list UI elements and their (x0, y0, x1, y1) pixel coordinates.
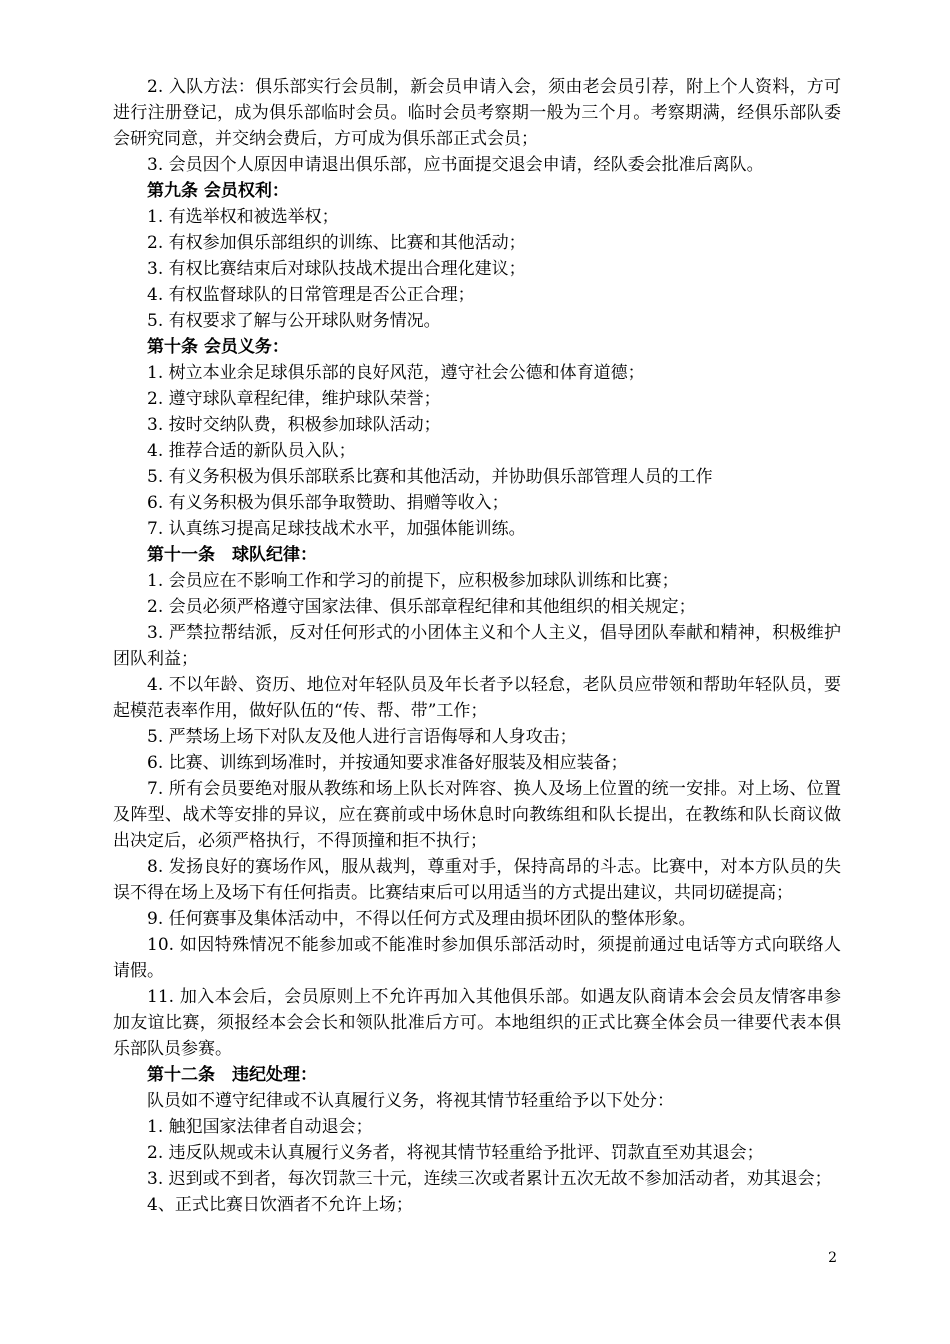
paragraph: 4. 不以年龄、资历、地位对年轻队员及年长者予以轻怠，老队员应带领和帮助年轻队员，要起模范表率作用，做好队伍的“传、帮、带”工作； (113, 675, 841, 721)
paragraph: 6. 有义务积极为俱乐部争取赞助、捐赠等收入； (147, 493, 509, 513)
paragraph: 2. 有权参加俱乐部组织的训练、比赛和其他活动； (147, 233, 526, 253)
paragraph: 6. 比赛、训练到场准时，并按通知要求准备好服装及相应装备； (147, 753, 628, 773)
paragraph: 1. 树立本业余足球俱乐部的良好风范，遵守社会公德和体育道德； (147, 363, 645, 383)
paragraph: 队员如不遵守纪律或不认真履行义务，将视其情节轻重给予以下处分： (147, 1091, 674, 1111)
paragraph: 5. 有权要求了解与公开球队财务情况。 (147, 311, 441, 331)
paragraph: 9. 任何赛事及集体活动中，不得以任何方式及理由损坏团队的整体形象。 (147, 909, 696, 929)
paragraph: 5. 严禁场上场下对队友及他人进行言语侮辱和人身攻击； (147, 727, 577, 747)
paragraph: 2. 会员必须严格遵守国家法律、俱乐部章程纪律和其他组织的相关规定； (147, 597, 696, 617)
page-number: 2 (828, 1250, 837, 1266)
paragraph: 4、正式比赛日饮酒者不允许上场； (147, 1195, 413, 1215)
paragraph: 1. 会员应在不影响工作和学习的前提下，应积极参加球队训练和比赛； (147, 571, 679, 591)
paragraph: 3. 迟到或不到者，每次罚款三十元，连续三次或者累计五次无故不参加活动者，劝其退会； (147, 1169, 832, 1189)
section-heading: 第十条 会员义务： (147, 337, 289, 357)
paragraph: 3. 会员因个人原因申请退出俱乐部，应书面提交退会申请，经队委会批准后离队。 (147, 155, 764, 175)
paragraph: 7. 认真练习提高足球技战术水平，加强体能训练。 (147, 519, 526, 539)
paragraph: 5. 有义务积极为俱乐部联系比赛和其他活动，并协助俱乐部管理人员的工作 (147, 467, 713, 487)
paragraph: 3. 有权比赛结束后对球队技战术提出合理化建议； (147, 259, 526, 279)
paragraph: 11. 加入本会后，会员原则上不允许再加入其他俱乐部。如遇友队商请本会会员友情客串参加友谊比赛，须报经本会会长和领队批准后方可。本地组织的正式比赛全体会员一律要代表本俱乐部队员参赛。 (113, 987, 841, 1059)
section-heading: 第十一条 球队纪律： (147, 545, 317, 565)
section-heading: 第九条 会员权利： (147, 181, 289, 201)
paragraph: 2. 遵守球队章程纪律，维护球队荣誉； (147, 389, 441, 409)
paragraph: 1. 有选举权和被选举权； (147, 207, 339, 227)
paragraph: 4. 推荐合适的新队员入队； (147, 441, 356, 461)
paragraph: 3. 按时交纳队费，积极参加球队活动； (147, 415, 441, 435)
document-body (113, 74, 841, 1218)
paragraph: 8. 发扬良好的赛场作风，服从裁判，尊重对手，保持高昂的斗志。比赛中，对本方队员的失误不得在场上及场下有任何指责。比赛结束后可以用适当的方式提出建议，共同切磋提高； (113, 857, 841, 903)
paragraph: 4. 有权监督球队的日常管理是否公正合理； (147, 285, 475, 305)
paragraph: 2. 入队方法：俱乐部实行会员制，新会员申请入会，须由老会员引荐，附上个人资料，方可进行注册登记，成为俱乐部临时会员。临时会员考察期一般为三个月。考察期满，经俱乐部队委会研究同意，并交纳会费后，方可成为俱乐部正式会员； (113, 77, 841, 149)
paragraph: 10. 如因特殊情况不能参加或不能准时参加俱乐部活动时，须提前通过电话等方式向联络人请假。 (113, 935, 841, 981)
paragraph: 3. 严禁拉帮结派，反对任何形式的小团体主义和个人主义，倡导团队奉献和精神，积极维护团队利益； (113, 623, 841, 669)
paragraph: 2. 违反队规或未认真履行义务者，将视其情节轻重给予批评、罚款直至劝其退会； (147, 1143, 764, 1163)
section-heading: 第十二条 违纪处理： (147, 1065, 317, 1085)
paragraph: 7. 所有会员要绝对服从教练和场上队长对阵容、换人及场上位置的统一安排。对上场、位置及阵型、战术等安排的异议，应在赛前或中场休息时向教练组和队长提出，在教练和队长商议做出决定后，必须严格执行，不得顶撞和拒不执行； (113, 779, 841, 851)
paragraph: 1. 触犯国家法律者自动退会； (147, 1117, 373, 1137)
